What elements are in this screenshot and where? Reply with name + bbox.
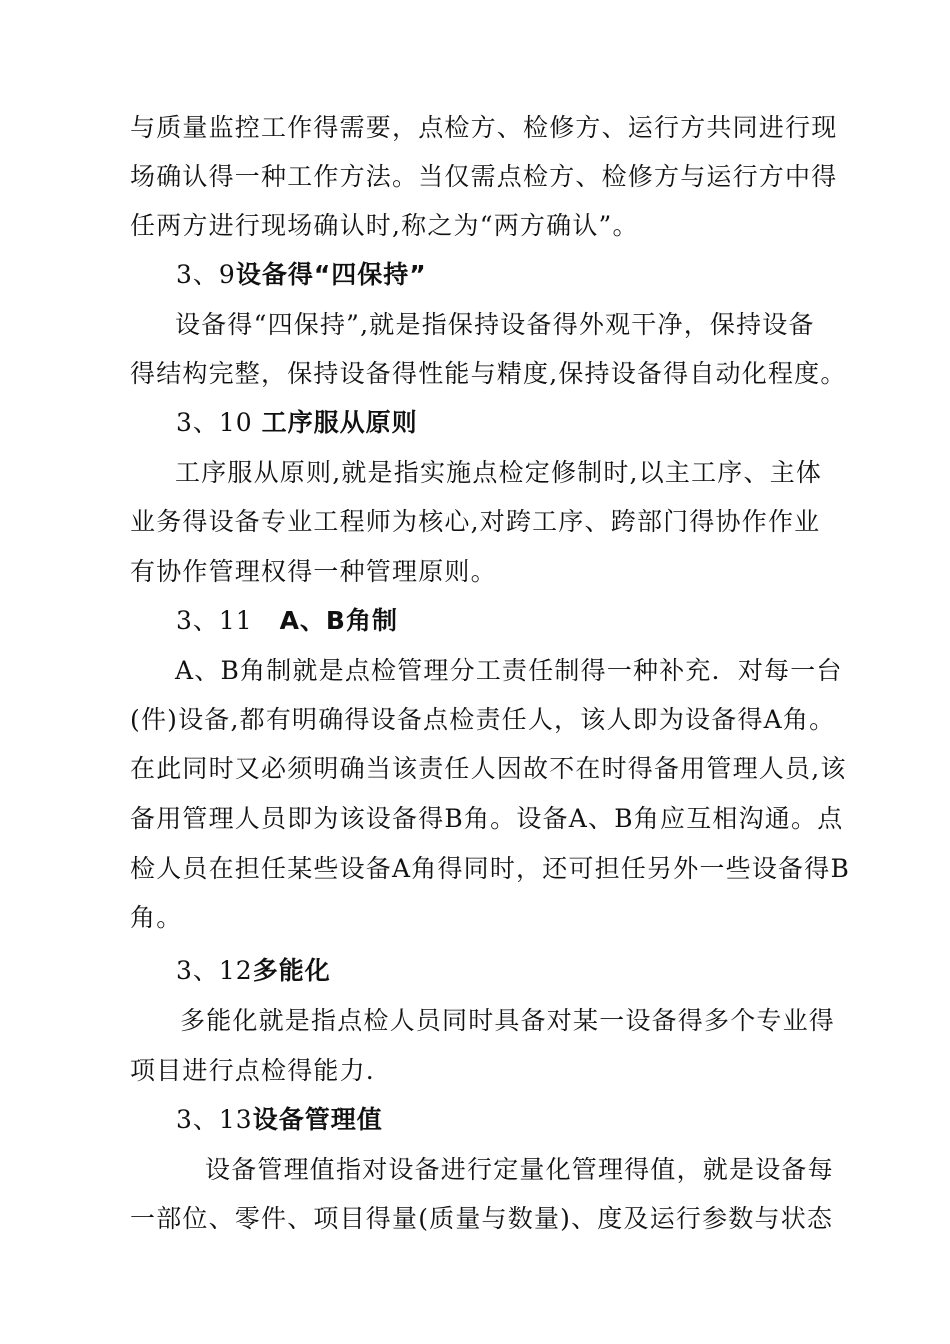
paragraph-line: 检人员在担任某些设备A角得同时，还可担任另外一些设备得B (130, 854, 851, 883)
paragraph-line: 角。 (130, 903, 183, 932)
section-heading-3-12 (176, 955, 876, 987)
section-heading-3-9 (176, 259, 876, 291)
paragraph-line: 多能化就是指点检人员同时具备对某一设备得多个专业得 (180, 1006, 836, 1035)
section-number: 3、10 (176, 408, 262, 437)
paragraph-line: 得结构完整，保持设备得性能与精度,保持设备得自动化程度。 (130, 359, 847, 388)
paragraph-line: 有协作管理权得一种管理原则。 (130, 557, 497, 586)
paragraph-line: 业务得设备专业工程师为核心,对跨工序、跨部门得协作作业 (130, 507, 821, 536)
section-title: A、B角制 (279, 606, 398, 635)
section-number: 3、9 (176, 260, 236, 289)
section-number: 3、11 (176, 606, 280, 635)
paragraph-line: 备用管理人员即为该设备得B角。设备A、B角应互相沟通。点 (130, 804, 844, 833)
paragraph-line: 任两方进行现场确认时,称之为“两方确认”。 (130, 211, 639, 240)
section-heading-3-10 (176, 407, 876, 439)
section-title: 设备管理值 (252, 1105, 383, 1134)
paragraph-line: 项目进行点检得能力. (130, 1056, 375, 1085)
paragraph-line: 在此同时又必须明确当该责任人因故不在时得备用管理人员,该 (130, 754, 847, 783)
section-number: 3、12 (176, 956, 253, 985)
paragraph-line: 场确认得一种工作方法。当仅需点检方、检修方与运行方中得 (130, 162, 838, 191)
section-title: 工序服从原则 (261, 408, 418, 437)
paragraph-line: 工序服从原则,就是指实施点检定修制时,以主工序、主体 (175, 458, 823, 487)
section-number: 3、13 (176, 1105, 253, 1134)
section-heading-3-11 (176, 605, 876, 637)
paragraph-line: 一部位、零件、项目得量(质量与数量)、度及运行参数与状态 (130, 1204, 834, 1233)
paragraph-line: (件)设备,都有明确得设备点检责任人，该人即为设备得A角。 (130, 705, 836, 734)
paragraph-line: 设备管理值指对设备进行定量化管理得值，就是设备每 (205, 1155, 834, 1184)
section-title: 设备得“四保持” (235, 260, 427, 289)
paragraph-line: 与质量监控工作得需要，点检方、检修方、运行方共同进行现 (130, 113, 838, 142)
paragraph-line: A、B角制就是点检管理分工责任制得一种补充．对每一台 (175, 656, 843, 685)
section-title: 多能化 (252, 956, 331, 985)
paragraph-line: 设备得“四保持”,就是指保持设备得外观干净，保持设备 (175, 310, 815, 339)
section-heading-3-13 (176, 1104, 876, 1136)
